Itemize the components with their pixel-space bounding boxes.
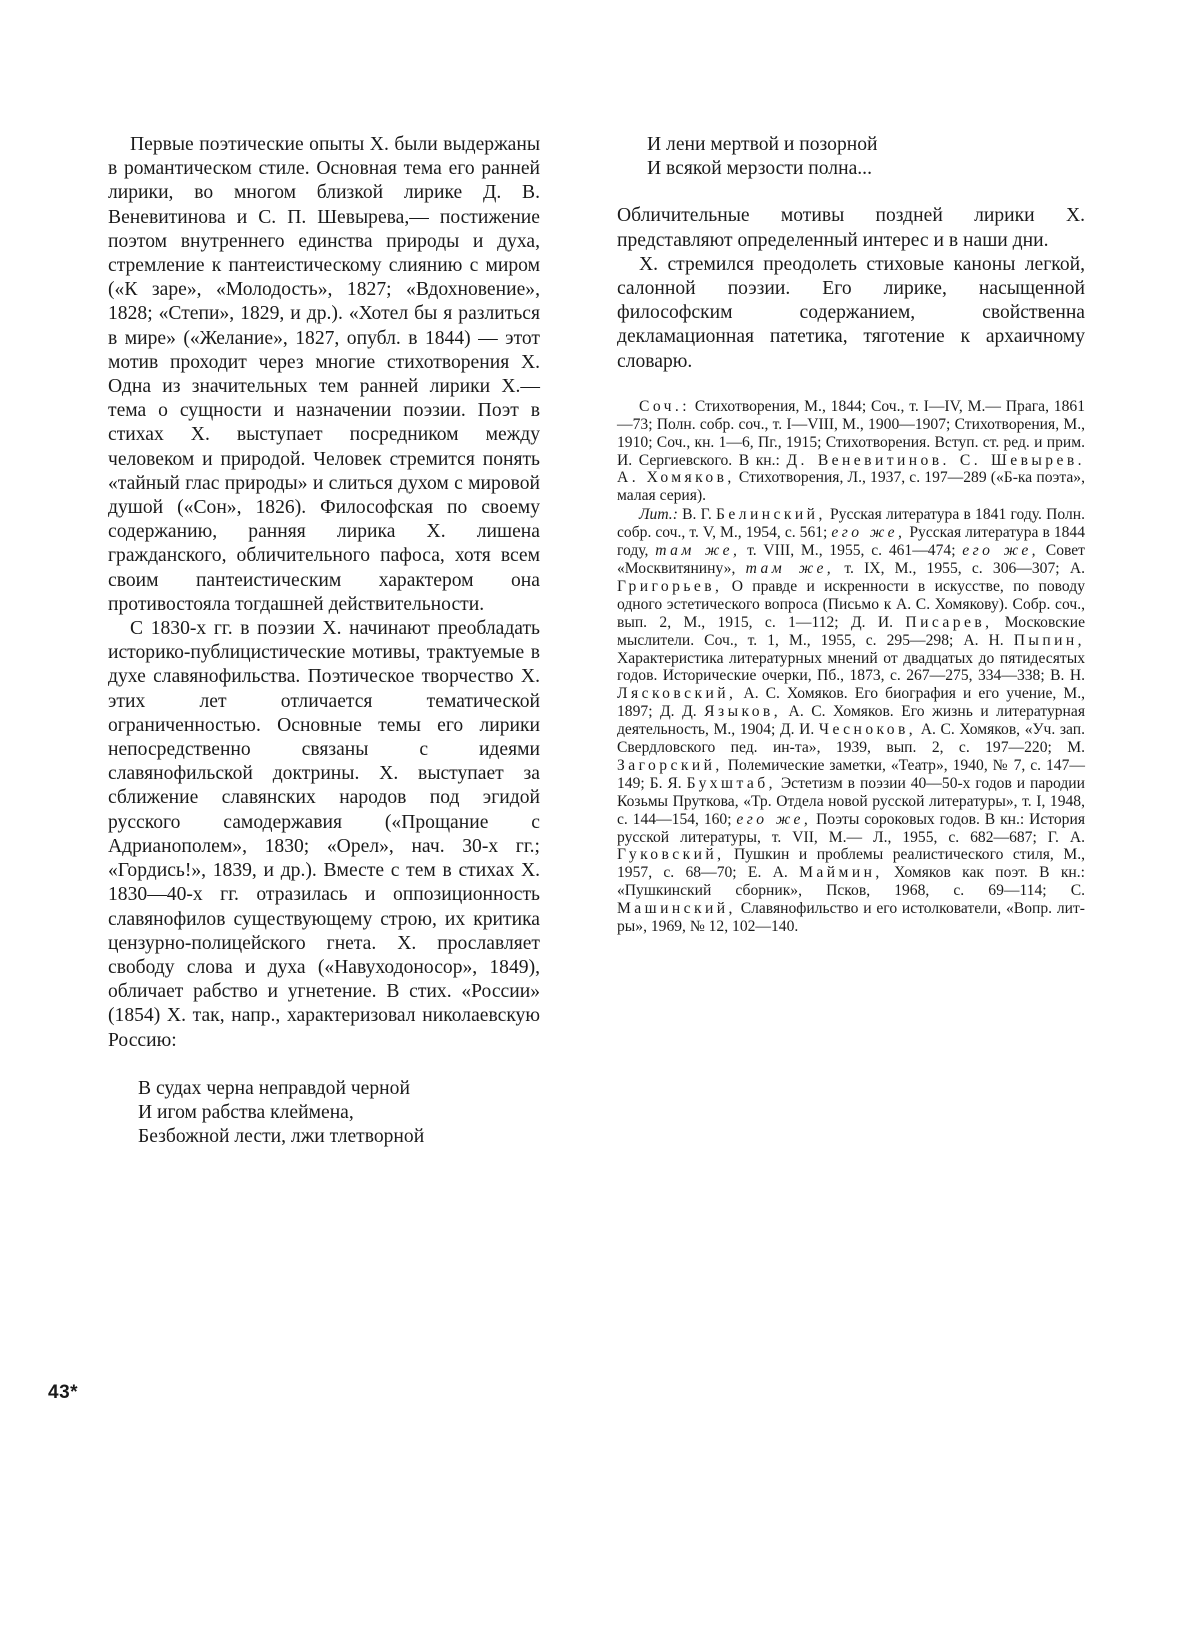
author-name: Гуковский,	[617, 846, 725, 864]
paragraph-early-lyrics: Первые поэтические опыты Х. были выдержаны в романтическом стиле. Основная тема его ранней лирики, во многом близкой лирике Д. В. Веневитинова и С. П. Шевырева,— постижение поэтом внутреннего единства природы и духа, стремление к пантеистическому слиянию с миром («К заре», «Молодость», 1827; «Вдохновение», 1828; «Степи», 1829, и др.). «Хотел бы я разлиться в мире» («Желание», 1827, опубл. в 1844) — этот мотив проходит через многие стихотворения Х. Одна из значительных тем ранней лирики Х.— тема о сущности и назначении поэзии. Поэт в стихах Х. выступает посредником между человеком и природой. Человек стремится понять «тайный глас природы» и слиться духом с мировой душой («Сон», 1826). Философская по своему содержанию, ранняя лирика Х. лишена гражданского, обличительного пафоса, хотя всем своим пантеистическим характером она противостояла тогдашней действительности.	[108, 134, 540, 615]
lit-text: Славянофильство и его истолкователи, «Вопр. лит-ры», 1969, № 12, 102—140.	[617, 900, 1085, 936]
lit-text: Московские мыслители. Соч., т. 1, М., 1955, с. 295—298; А. Н.	[617, 613, 1086, 649]
lit-text: А. С. Хомяков. Его биография и его учение, М., 1897; Д. Д.	[617, 685, 1085, 721]
author-name: Маймин,	[799, 864, 883, 882]
paragraph-1830s-poetry: С 1830-х гг. в поэзии Х. начинают преобладать историко-публицистические мотивы, трактуемые в духе славянофильства. Поэтическое творчество Х. этих лет отличается тематической ограниченностью. Основные темы его лирики непосредственно связаны с идеями славянофильской доктрины. Х. выступает за сближение славянских народов под эгидой русского самодержавия («Прощание с Адрианополем», 1830; «Орел», нач. 30-х гг.; «Гордись!», 1839, и др.). Вместе с тем в стихах Х. 1830—40-х гг. отразилась и оппозиционность славянофилов существующему строю, их критика цензурно-полицейского гнета. Х. прославляет свободу слова и духа («Навуходоносор», 1849), обличает рабство и угнетение. В стих. «России» (1854) Х. так, напр., характеризовал николаевскую Россию:	[108, 618, 540, 1051]
ibid-mark: там же,	[655, 542, 741, 560]
author-name: Чесноков,	[818, 721, 917, 739]
bibliography	[617, 398, 1085, 936]
lit-text: Поэты сороковых годов. В кн.: История русской литературы, т. VII, М.— Л., 1955, с. 682—687; Г. А.	[617, 810, 1085, 846]
poem-excerpt-rossii-part2	[617, 133, 1085, 181]
author-name: Белинский,	[716, 506, 826, 524]
lit-text: Пушкин и проблемы реалистического стиля, М., 1957, с. 68—70; Е. А.	[617, 846, 1085, 882]
ibid-mark: его же,	[962, 542, 1040, 560]
paragraph-style: Х. стремился преодолеть стиховые каноны легкой, салонной поэзии. Его лирике, насыщенной философским содержанием, свойственна декламационная патетика, тяготение к архаичному словарю.	[617, 253, 1085, 372]
poem-line: И игом рабства клеймена,	[138, 1101, 354, 1123]
author-name: Загорский,	[617, 756, 723, 774]
author-name: А. Хомяков,	[617, 469, 735, 487]
literature-label: Лит.:	[639, 506, 678, 524]
right-column	[617, 133, 1085, 936]
lit-text: А. С. Хомяков, «Уч. зап. Свердловского пед. ин-та», 1939, вып. 2, с. 197—220; М.	[617, 721, 1085, 757]
ibid-mark: его же,	[831, 524, 906, 542]
poem-line: Безбожной лести, лжи тлетворной	[138, 1126, 425, 1148]
lit-text: т. IX, М., 1955, с. 306—307; А.	[834, 559, 1085, 577]
page-number: 43*	[48, 1382, 79, 1403]
author-name: Бухштаб,	[686, 774, 776, 792]
lit-text: Полемические заметки, «Театр», 1940, № 7, с. 147—149; Б. Я.	[617, 756, 1085, 792]
author-name: Д. Веневитинов.	[786, 451, 950, 469]
right-body-text	[617, 204, 1085, 373]
author-name: С. Шевырев.	[949, 451, 1085, 469]
lit-text: Эстетизм в поэзии 40—50-х годов и пародии Козьмы Пруткова, «Тр. Отдела новой русской литературы», т. I, 1948, с. 144—154, 160;	[617, 774, 1086, 828]
lit-text: т. VIII, М., 1955, с. 461—474;	[740, 542, 963, 560]
bibliography-works	[617, 398, 1085, 505]
author-name: Языков,	[704, 703, 782, 721]
lit-text: О правде и искренности в искусстве, по поводу одного эстетического вопроса (Письмо к А. С. Хомякову). Собр. соч., вып. 2, М., 1915, с. 1—112; Д. И.	[617, 577, 1085, 631]
left-column	[108, 133, 540, 1149]
poem-line: И лени мертвой и позорной	[647, 134, 878, 155]
bibliography-literature	[617, 506, 1085, 936]
author-name: Пыпин,	[1013, 631, 1085, 649]
poem-line: И всякой мерзости полна...	[647, 158, 872, 180]
lit-text: Русская литература в 1844 году,	[617, 524, 1086, 560]
author-name: Писарев,	[905, 613, 993, 631]
author-name: Машинский,	[617, 900, 736, 918]
works-text: Стихотворения, Л., 1937, с. 197—289 («Б-ка поэта», малая серия).	[617, 469, 1085, 505]
ibid-mark: там же,	[745, 559, 835, 577]
works-text: Стихотворения, М., 1844; Соч., т. I—IV, М.— Прага, 1861—73; Полн. собр. соч., т. I—VIII, М., 1900—1907; Стихотворения, М., 1910; Соч., кн. 1—6, Пг., 1915; Стихотворения. Вступ. ст. ред. и прим. И. Сергиевского. В кн.:	[617, 397, 1085, 469]
lit-text: Русская литература в 1841 году. Полн. собр. соч., т. V, М., 1954, с. 561;	[617, 506, 1085, 542]
poem-line: В судах черна неправдой черной	[138, 1077, 410, 1099]
lit-text: Характеристика литературных мнений от двадцатых до пятидесятых годов. Исторические очерки, Пб., 1873, с. 267—275, 334—338; В. Н.	[617, 649, 1085, 685]
lit-text: В. Г.	[677, 506, 717, 524]
paragraph-late-lyrics: Обличительные мотивы поздней лирики Х. представляют определенный интерес и в наши дни.	[617, 205, 1085, 251]
author-name: Григорьев,	[617, 577, 723, 595]
ibid-mark: его же,	[736, 810, 812, 828]
author-name: Лясковский,	[617, 685, 737, 703]
lit-text: А. С. Хомяков. Его жизнь и литературная деятельность, М., 1904; Д. И.	[617, 703, 1085, 739]
poem-excerpt-rossii-part1	[108, 1077, 540, 1150]
works-label: Соч.:	[639, 397, 691, 415]
lit-text: Хомяков как поэт. В кн.: «Пушкинский сборник», Псков, 1968, с. 69—114; С.	[617, 864, 1085, 900]
lit-text: Совет «Москвитянину»,	[617, 542, 1085, 577]
